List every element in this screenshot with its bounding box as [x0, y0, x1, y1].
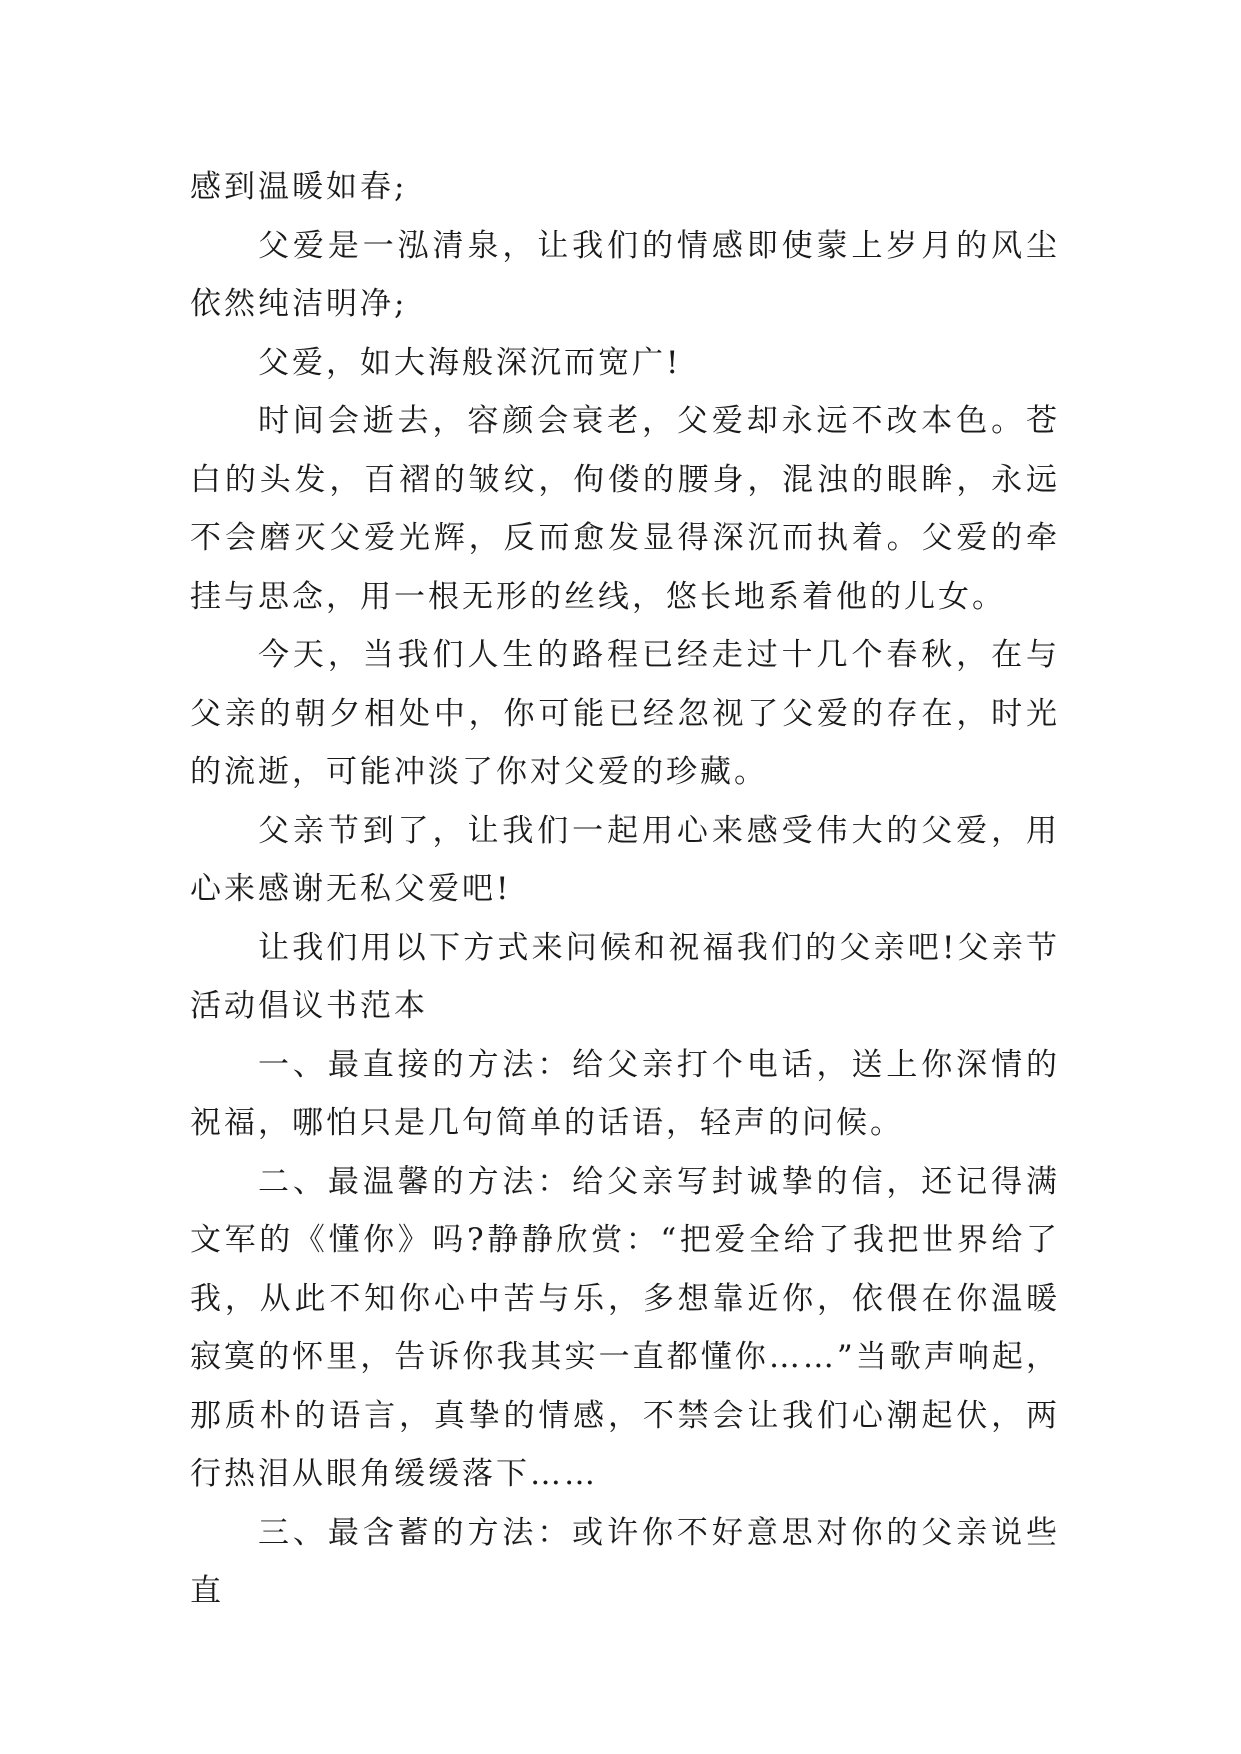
paragraph-9: 二、最温馨的方法：给父亲写封诚挚的信，还记得满文军的《懂你》吗?静静欣赏：“把爱全给了我把世界给了我，从此不知你心中苦与乐，多想靠近你，依偎在你温暖寂寞的怀里，告诉你我其实一直都懂你……”当歌声响起，那质朴的语言，真挚的情感，不禁会让我们心潮起伏，两行热泪从眼角缓缓落下…… — [190, 1163, 1060, 1492]
paragraph-2: 父爱是一泓清泉，让我们的情感即使蒙上岁月的风尘依然纯洁明净; — [190, 227, 1060, 322]
paragraph-5: 今天，当我们人生的路程已经走过十几个春秋，在与父亲的朝夕相处中，你可能已经忽视了父爱的存在，时光的流逝，可能冲淡了你对父爱的珍藏。 — [190, 637, 1060, 790]
paragraph-8: 一、最直接的方法：给父亲打个电话，送上你深情的祝福，哪怕只是几句简单的话语，轻声的问候。 — [190, 1046, 1060, 1141]
paragraph-1: 感到温暖如春; — [190, 169, 408, 205]
paragraph-7: 让我们用以下方式来问候和祝福我们的父亲吧!父亲节活动倡议书范本 — [190, 929, 1060, 1024]
paragraph-10: 三、最含蓄的方法：或许你不好意思对你的父亲说些直 — [190, 1514, 1060, 1609]
paragraph-4: 时间会逝去，容颜会衰老，父爱却永远不改本色。苍白的头发，百褶的皱纹，佝偻的腰身，混浊的眼眸，永远不会磨灭父爱光辉，反而愈发显得深沉而执着。父爱的牵挂与思念，用一根无形的丝线，悠长地系着他的儿女。 — [190, 403, 1060, 615]
paragraph-3: 父爱，如大海般深沉而宽广! — [258, 344, 682, 381]
paragraph-6: 父亲节到了，让我们一起用心来感受伟大的父爱，用心来感谢无私父爱吧! — [190, 812, 1060, 907]
document-body — [190, 158, 1060, 1621]
